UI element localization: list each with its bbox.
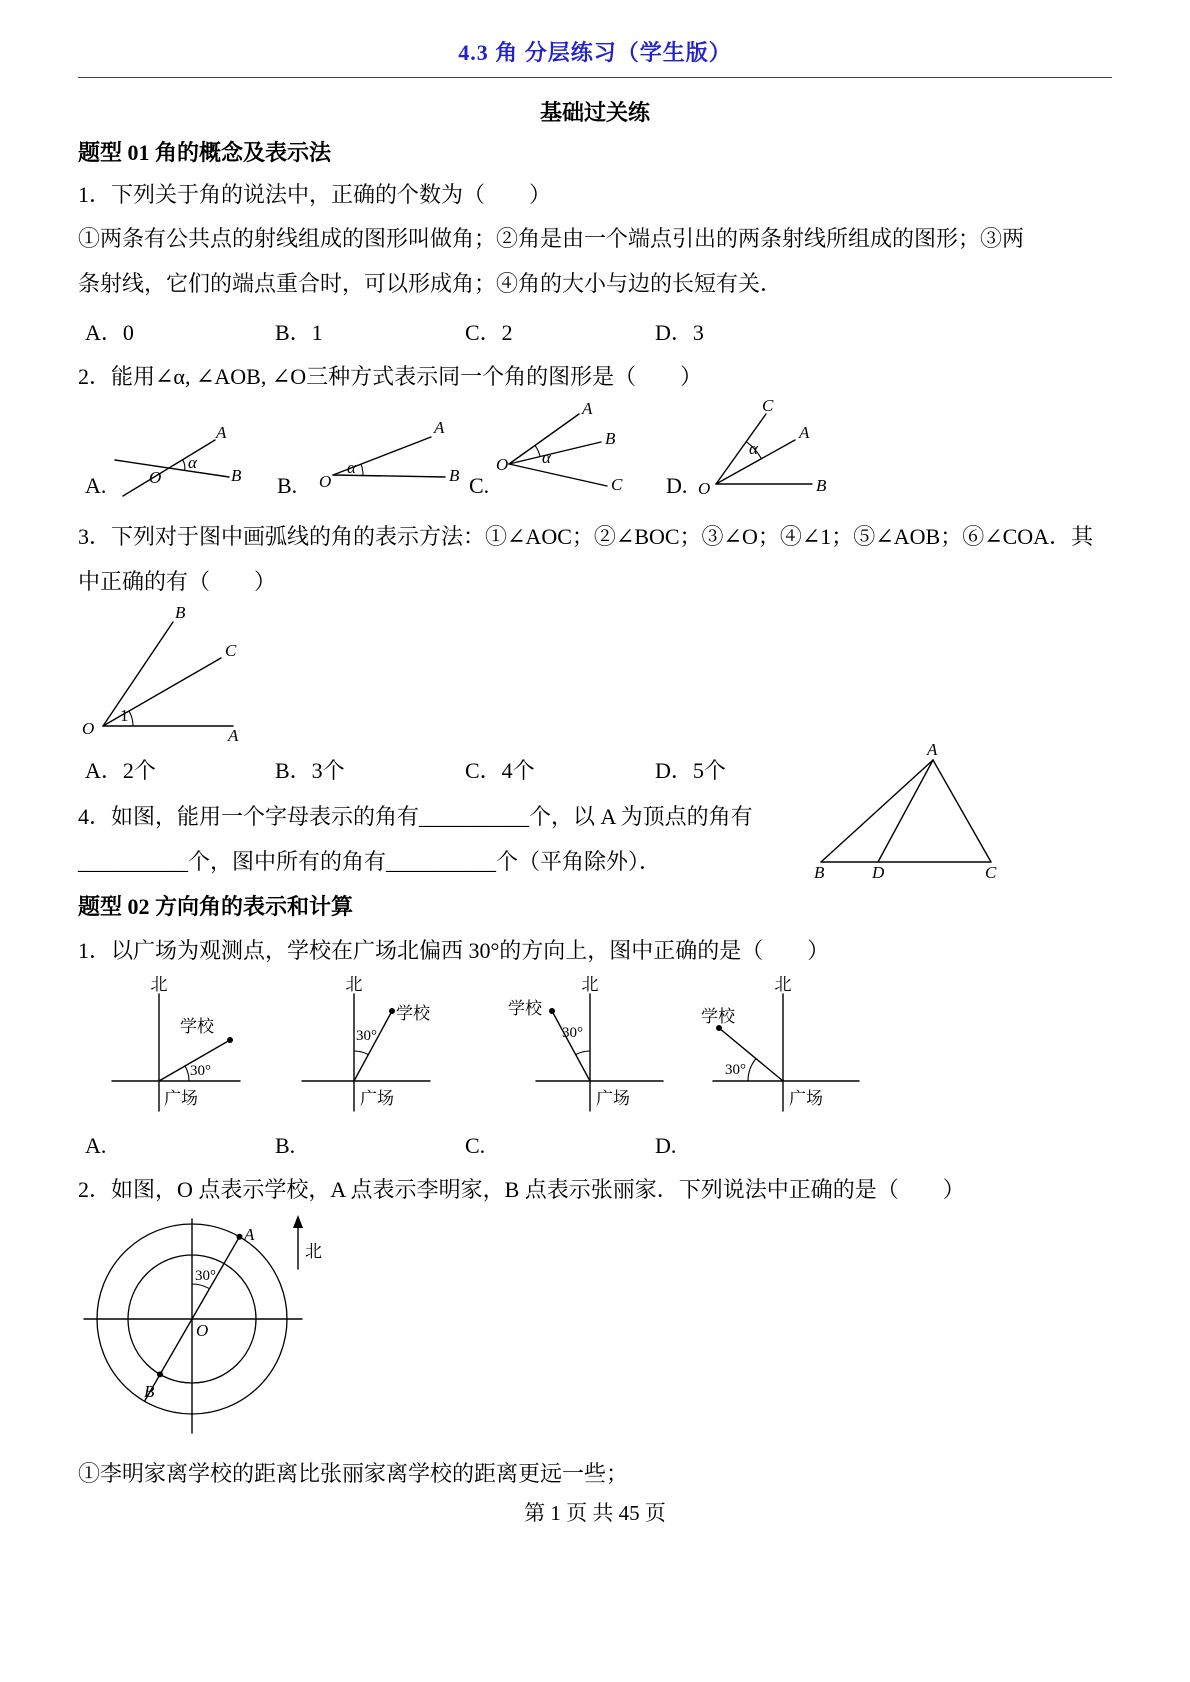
q3-option-a: A．2个 [85, 758, 156, 783]
point-label-b: B [814, 863, 825, 882]
t2-q1-option-d: D. [655, 1133, 677, 1158]
north-label: 北 [150, 975, 168, 994]
q4-triangle-figure [806, 742, 1006, 882]
point-label-c: C [762, 396, 774, 415]
q2-option-d-label: D. [666, 473, 688, 498]
t2-q1-figures [78, 974, 1112, 1119]
angle-label-30: 30° [190, 1063, 211, 1079]
point-b-dot [157, 1371, 163, 1377]
point-label-b: B [231, 466, 242, 485]
school-dot [549, 1008, 555, 1014]
compass-figure-b [272, 974, 442, 1119]
north-label: 北 [345, 975, 363, 994]
angle-label-alpha: α [749, 439, 758, 458]
q4-text: 4．如图，能用一个字母表示的角有__________个，以 A 为顶点的角有__________个，图中所有的角有__________个（平角除外）． [78, 804, 753, 874]
page-footer: 第 1 页 共 45 页 [524, 1501, 666, 1525]
q3-figure [78, 603, 263, 746]
q2-option-c-label: C. [469, 473, 490, 498]
school-dot [227, 1037, 233, 1043]
q2-figure-b [303, 417, 463, 502]
point-label-b: B [449, 466, 460, 485]
plaza-label: 广场 [789, 1089, 823, 1108]
north-label: 北 [774, 975, 792, 994]
north-arrowhead [293, 1215, 303, 1228]
t2-q1-options [78, 1131, 1112, 1161]
point-a-dot [237, 1234, 243, 1240]
q2-figure-c [495, 399, 645, 502]
north-label: 北 [305, 1242, 322, 1261]
figure-strokes [716, 414, 812, 484]
q3-option-c: C．4个 [465, 758, 535, 783]
q1-option-a: A．0 [85, 320, 134, 345]
figure-strokes [509, 414, 607, 486]
t2-q1-option-b: B. [275, 1133, 296, 1158]
north-label: 北 [581, 975, 599, 994]
q2-figure-d [692, 396, 842, 502]
point-label-b: B [144, 1382, 155, 1401]
q3-stem: 3．下列对于图中画弧线的角的表示方法：①∠AOC；②∠BOC；③∠O；④∠1；⑤∠AOB；⑥∠COA．其中正确的有（ ） [78, 524, 1094, 594]
q2-figure-cell-a [85, 420, 251, 502]
point-label-b: B [175, 603, 186, 622]
angle-label-30: 30° [356, 1028, 377, 1044]
point-label-a: A [434, 418, 445, 437]
angle-label-alpha: α [542, 448, 551, 467]
angle-label-30: 30° [725, 1062, 746, 1078]
point-label-c: C [985, 863, 997, 882]
compass-figure-a [80, 974, 250, 1119]
point-label-o: O [196, 1321, 209, 1340]
angle-label-alpha: α [188, 453, 197, 472]
school-label: 学校 [701, 1007, 735, 1026]
point-label-o: O [698, 479, 711, 498]
angle-label-alpha: α [347, 458, 356, 477]
school-label: 学校 [396, 1004, 430, 1023]
q2-option-a-label: A. [85, 473, 107, 498]
q2-figure-cell-d [666, 396, 842, 502]
q2-figure-a [111, 420, 251, 502]
compass-figure-d [696, 974, 866, 1119]
point-label-b: B [816, 476, 827, 495]
figure-strokes [821, 760, 991, 862]
point-label-o: O [149, 468, 162, 487]
q2-figure-cell-b [277, 417, 463, 502]
point-label-a: A [216, 423, 227, 442]
section-heading: 基础过关练 [539, 100, 650, 125]
point-label-o: O [82, 719, 95, 738]
point-label-d: D [872, 863, 885, 882]
t2-q2-statement-1: ①李明家离学校的距离比张丽家离学校的距离更远一些； [78, 1461, 629, 1486]
q1-options [78, 318, 1112, 348]
t2-q1-stem: 1．以广场为观测点，学校在广场北偏西 30°的方向上，图中正确的是（ ） [78, 938, 830, 963]
q2-figures [78, 396, 1112, 502]
plaza-label: 广场 [596, 1089, 630, 1108]
point-label-b: B [605, 429, 616, 448]
q1-option-b: B．1 [275, 320, 323, 345]
angle-label-1: 1 [120, 706, 129, 725]
point-label-a: A [582, 399, 593, 418]
figure-strokes [115, 440, 229, 496]
doc-title: 4.3 角 分层练习（学生版） [458, 40, 732, 65]
point-label-a: A [244, 1225, 255, 1244]
q1-body-line2: 条射线，它们的端点重合时，可以形成角；④角的大小与边的长短有关． [78, 271, 783, 296]
q1-stem: 1．下列关于角的说法中，正确的个数为（ ） [78, 182, 552, 207]
q3-option-b: B．3个 [275, 758, 345, 783]
compass-figure-c [498, 974, 668, 1119]
school-label: 学校 [180, 1017, 214, 1036]
point-label-c: C [225, 641, 237, 660]
point-label-o: O [319, 472, 332, 491]
plaza-label: 广场 [360, 1089, 394, 1108]
q3-option-d: D．5个 [655, 758, 726, 783]
figure-strokes [84, 1215, 303, 1433]
plaza-label: 广场 [164, 1089, 198, 1108]
angle-label-30: 30° [195, 1268, 216, 1284]
point-label-c: C [611, 475, 623, 494]
point-label-a: A [799, 423, 810, 442]
school-label: 学校 [508, 999, 542, 1018]
t2-q2-stem: 2．如图，O 点表示学校，A 点表示李明家，B 点表示张丽家．下列说法中正确的是（ ） [78, 1177, 965, 1202]
q2-stem: 2．能用∠α, ∠AOB, ∠O三种方式表示同一个角的图形是（ ） [78, 364, 703, 389]
point-label-o: O [496, 455, 509, 474]
t2-q1-option-c: C. [465, 1133, 486, 1158]
point-label-a: A [927, 740, 938, 759]
angle-label-30: 30° [562, 1025, 583, 1041]
topic-01-heading: 题型 01 角的概念及表示法 [78, 140, 332, 165]
t2-q1-option-a: A. [85, 1133, 107, 1158]
q2-figure-cell-c [469, 399, 645, 502]
q1-body-line1: ①两条有公共点的射线组成的图形叫做角；②角是由一个端点引出的两条射线所组成的图形；③两 [78, 226, 1025, 251]
point-label-a: A [228, 726, 239, 745]
q1-option-d: D．3 [655, 320, 704, 345]
q1-option-c: C．2 [465, 320, 513, 345]
topic-02-heading: 题型 02 方向角的表示和计算 [78, 894, 354, 919]
title-divider [78, 77, 1112, 78]
q1-body [78, 216, 1112, 306]
school-dot [389, 1008, 395, 1014]
q2-option-b-label: B. [277, 473, 298, 498]
t2-q2-map-figure [70, 1207, 335, 1447]
